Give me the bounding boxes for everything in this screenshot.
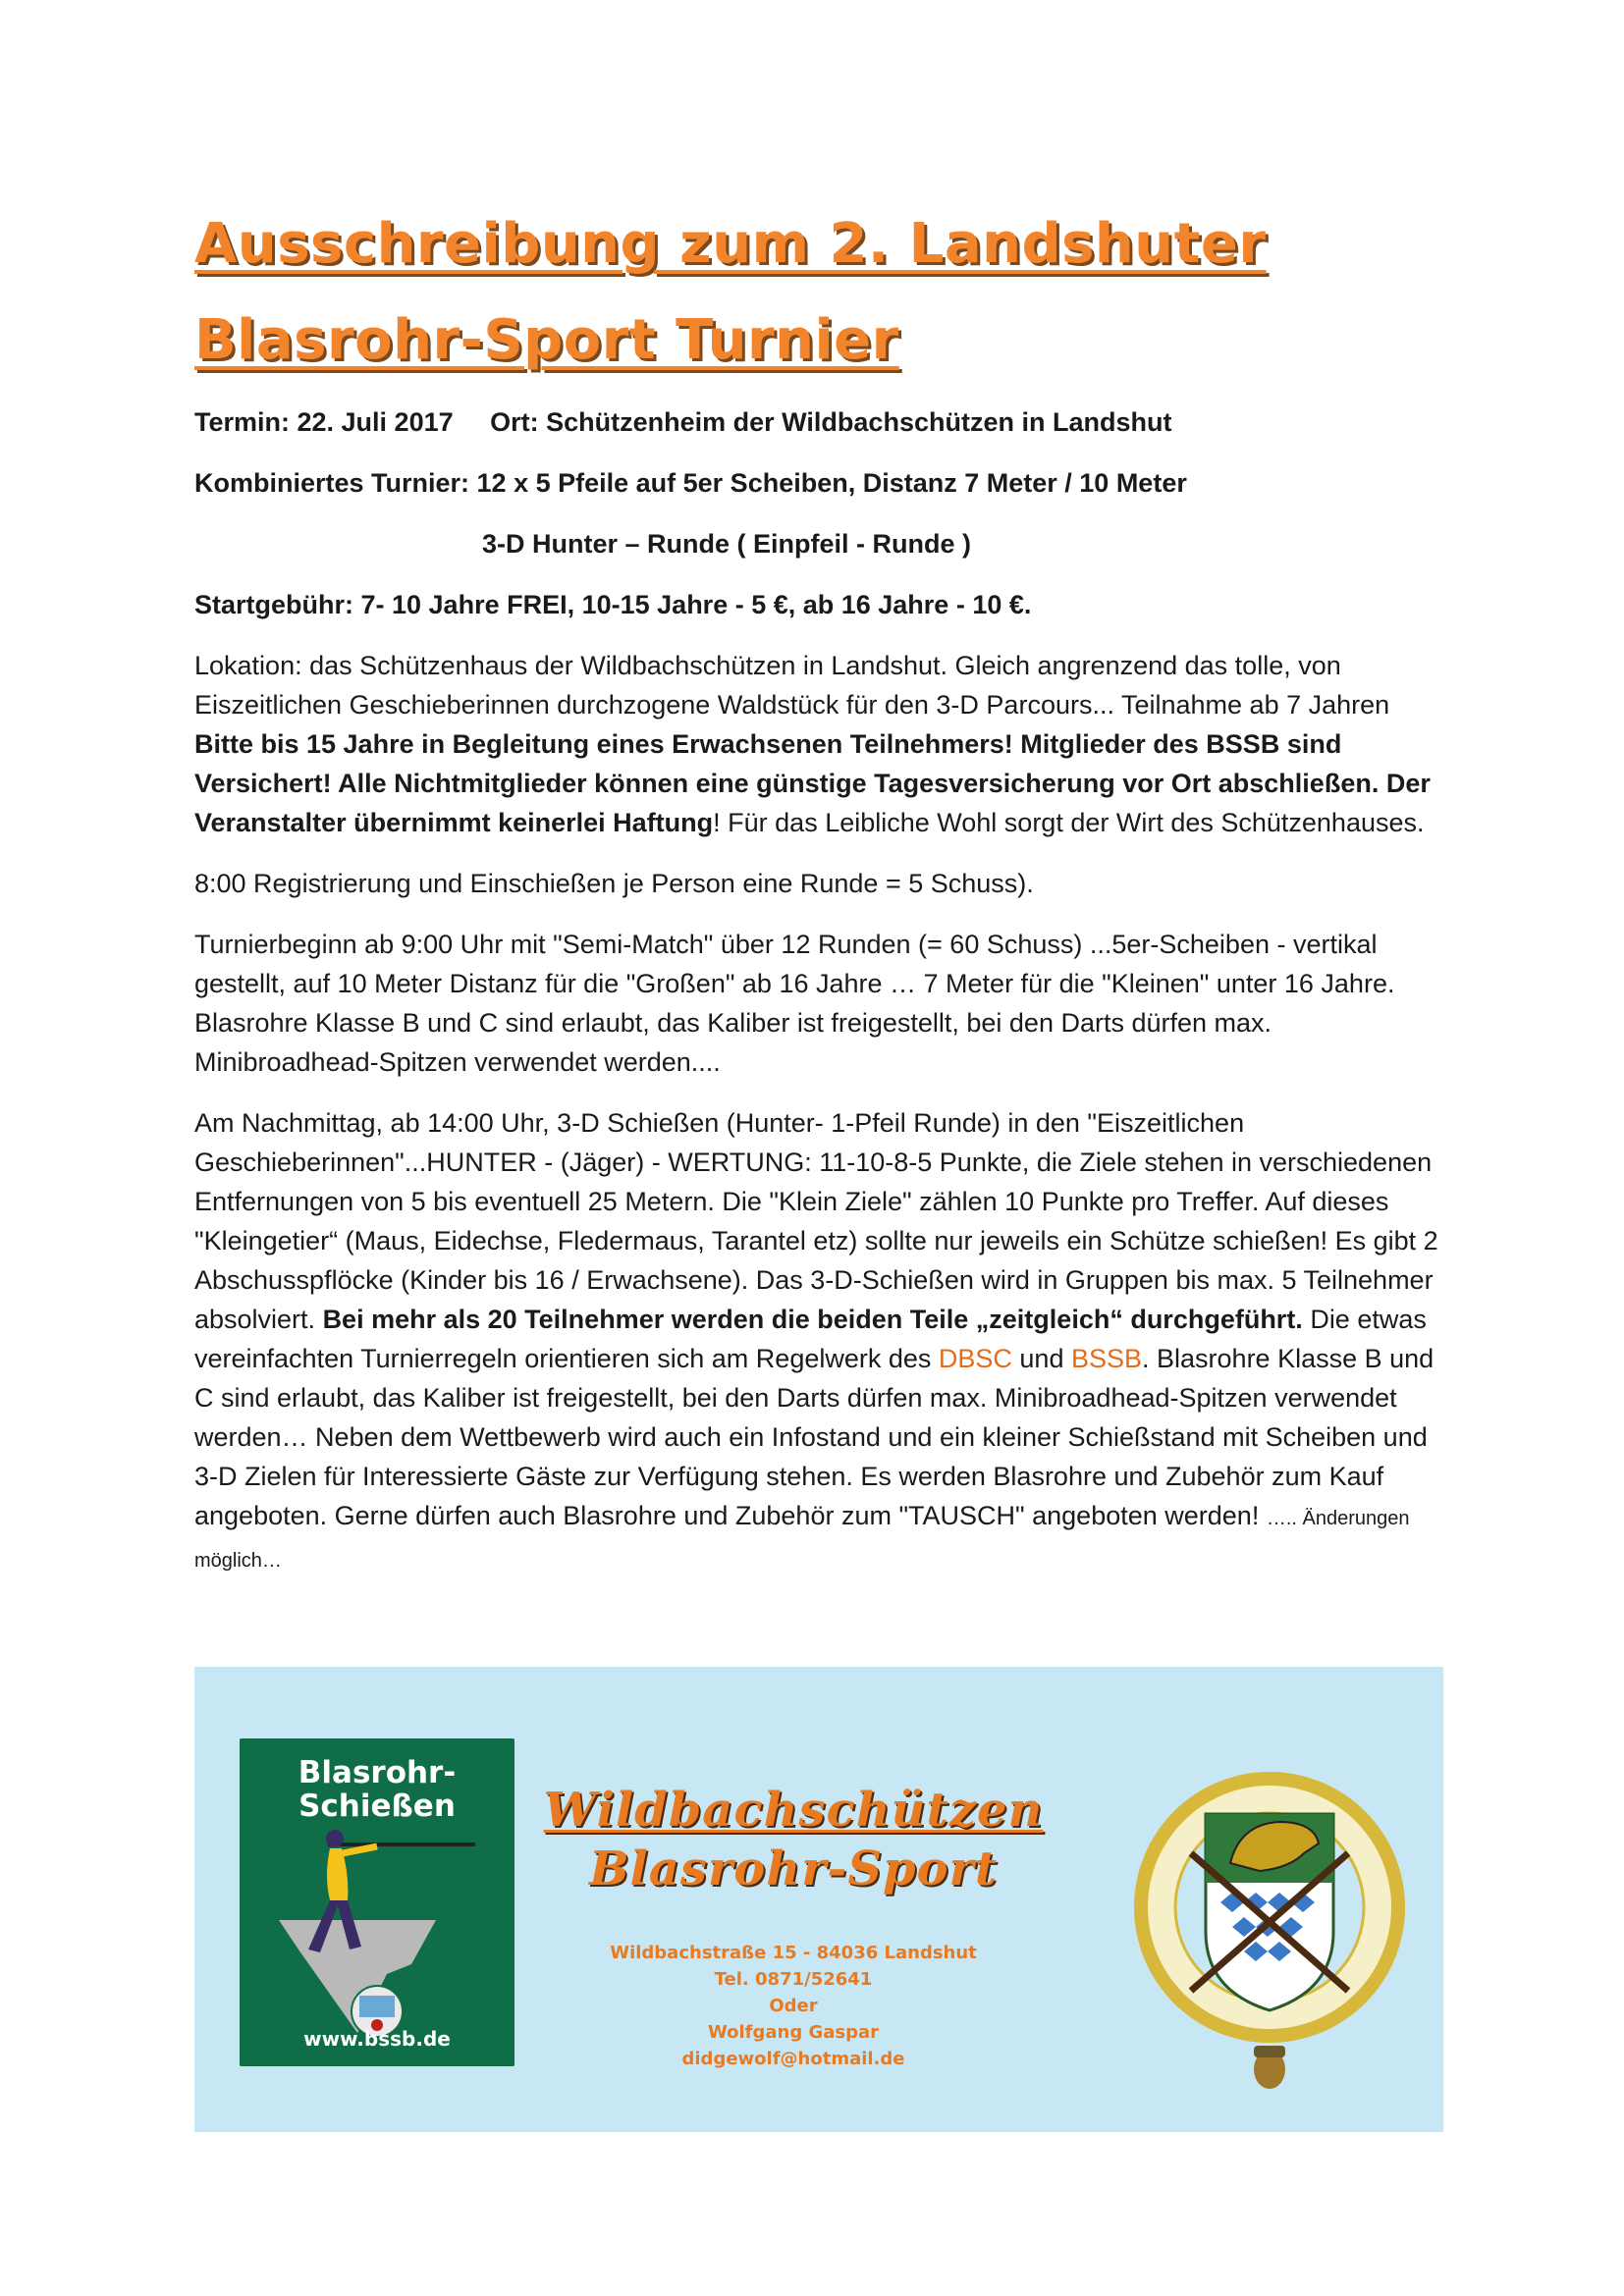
club-address: Wildbachstraße 15 - 84036 Landshut <box>610 1943 977 1963</box>
contact-name: Wolfgang Gaspar <box>707 2022 880 2043</box>
location-text: Ort: Schützenheim der Wildbachschützen in Landshut <box>490 407 1172 437</box>
link-bssb[interactable]: BSSB <box>1070 1344 1143 1373</box>
paragraph-3d-shooting <box>194 1103 1443 1580</box>
tournament-format: Kombiniertes Turnier: 12 x 5 Pfeile auf 5er Scheiben, Distanz 7 Meter / 10 Meter <box>194 468 1187 498</box>
rules-intro: Die etwas vereinfachten Turnierregeln orientieren sich am Regelwerk des <box>194 1305 1427 1373</box>
title-line-1: Ausschreibung zum 2. Landshuter <box>194 212 1267 276</box>
paragraph-semi-match: Turnierbeginn ab 9:00 Uhr mit "Semi-Match" über 12 Runden (= 60 Schuss) ...5er-Scheiben - vertikal gestellt, auf 10 Meter Distanz für die "Großen" ab 16 Jahre … 7 Meter für die "Kleinen" unter 16 Jahre. Blasrohre Klasse B und C sind erlaubt, das Kaliber ist freigestellt, bei den Darts dürfen max. Minibroadhead-Spitzen verwendet werden.... <box>194 930 1395 1077</box>
parallel-notice: Bei mehr als 20 Teilnehmer werden die beiden Teile „zeitgleich“ durchgeführt. <box>322 1305 1303 1334</box>
club-banner <box>194 1667 1443 2132</box>
paragraph-registration: 8:00 Registrierung und Einschießen je Person eine Runde = 5 Schuss). <box>194 869 1034 898</box>
left-logo-url[interactable]: www.bssb.de <box>303 2027 451 2051</box>
link-dbsc[interactable]: DBSC <box>938 1344 1012 1373</box>
document-title <box>194 196 1443 389</box>
document-body <box>194 196 1443 1580</box>
club-oder: Oder <box>769 1996 818 2016</box>
changes-note: ….. Änderungen möglich… <box>194 1508 1410 1572</box>
title-line-2: Blasrohr-Sport Turnier <box>194 308 899 372</box>
insurance-notice: Bitte bis 15 Jahre in Begleitung eines Erwachsenen Teilnehmers! Mitglieder des BSSB sind Versichert! Alle Nichtmitglieder können eine günstige Tagesversicherung vor Ort abschließen. Der Veranstalter übernimmt keinerlei Haftung <box>194 729 1431 837</box>
hunter-rules: Am Nachmittag, ab 14:00 Uhr, 3-D Schießen (Hunter- 1-Pfeil Runde) in den "Eiszeitlichen Geschieberinnen"...HUNTER - (Jäger) - WERTUNG: 11-10-8-5 Punkte, die Ziele stehen in verschiedenen Entfernungen von 5 bis eventuell 25 Metern. Die "Klein Ziele" zählen 10 Punkte pro Treffer. Auf dieses "Kleingetier“ (Maus, Eidechse, Fledermaus, Tarantel etz) sollte nur jeweils ein Schütze schießen! Es gibt 2 Abschusspflöcke (Kinder bis 16 / Erwachsene). Das 3-D-Schießen wird in Gruppen bis max. 5 Teilnehmer absolviert. <box>194 1108 1438 1334</box>
brand-line-2: Blasrohr-Sport <box>588 1842 999 1896</box>
date-location-line <box>194 402 1443 442</box>
location-description: Lokation: das Schützenhaus der Wildbachschützen in Landshut. Gleich angrenzend das tolle, von Eiszeitlichen Geschieberinnen durchzogene Waldstück für den 3-D Parcours... Teilnahme ab 7 Jahren <box>194 651 1390 720</box>
left-logo-title: Blasrohr- Schießen <box>298 1755 457 1824</box>
catering-note: ! Für das Leibliche Wohl sorgt der Wirt des Schützenhauses. <box>713 808 1425 837</box>
club-phone: Tel. 0871/52641 <box>714 1969 873 1990</box>
bssb-blowgun-logo <box>240 1738 514 2066</box>
rules-rest: . Blasrohre Klasse B und C sind erlaubt, das Kaliber ist freigestellt, bei den Darts dürfen max. Minibroadhead-Spitzen verwendet werden… Neben dem Wettbewerb wird auch ein Infostand und ein kleiner Schießstand mit Scheiben und 3-D Zielen für Interessierte Gäste zur Verfügung stehen. Es werden Blasrohre und Zubehör zum Kauf angeboten. Gerne dürfen auch Blasrohre und Zubehör zum "TAUSCH" angeboten werden! <box>194 1344 1435 1530</box>
und-text: und <box>1011 1344 1071 1373</box>
hunter-round: 3-D Hunter – Runde ( Einpfeil - Runde ) <box>482 529 971 559</box>
club-crest-icon <box>1122 1706 1417 2099</box>
brand-line-1: Wildbachschützen <box>543 1783 1044 1838</box>
entry-fee: Startgebühr: 7- 10 Jahre FREI, 10-15 Jahre - 5 €, ab 16 Jahre - 10 €. <box>194 590 1032 619</box>
contact-email[interactable]: didgewolf@hotmail.de <box>681 2049 905 2069</box>
paragraph-location <box>194 646 1443 842</box>
date-text: Termin: 22. Juli 2017 <box>194 407 454 437</box>
